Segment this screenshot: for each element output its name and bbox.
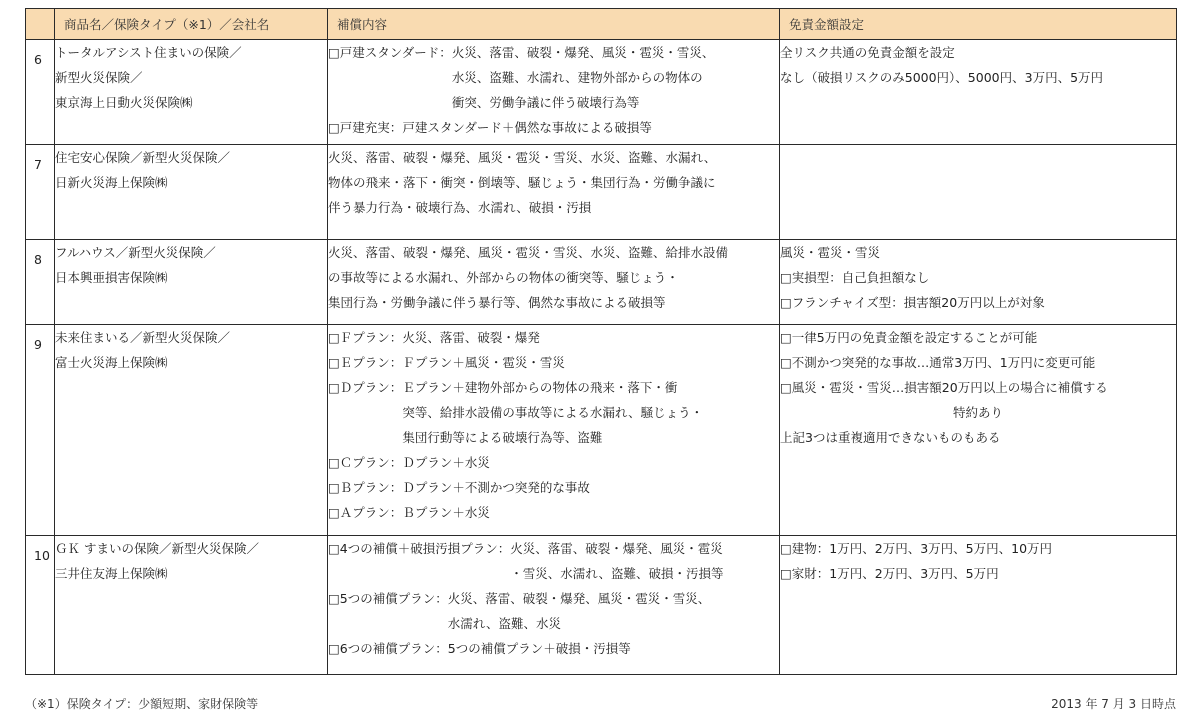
product-line: 住宅安心保険／新型火災保険／ [55, 150, 231, 165]
deductible-line: □実損型：自己負担額なし [780, 270, 930, 285]
row-number: 8 [26, 240, 55, 325]
deductible-line: 風災・雹災・雪災 [780, 245, 881, 260]
plan-label: □Ｄプラン： [328, 380, 403, 395]
coverage-line: 火災、落雷、破裂・爆発、風災・雹災・雪災、水災、盗難、水漏れ、 [328, 150, 717, 165]
plan-text: 火災、落雷、破裂・爆発、風災・雹災 [510, 541, 723, 556]
header-row [26, 9, 1177, 40]
row-number: 10 [26, 536, 55, 675]
plan-text: ・雪災、水濡れ、盗難、破損・汚損等 [510, 566, 724, 581]
coverage-cell [328, 536, 780, 675]
deductible-cell [780, 325, 1177, 536]
coverage-plan [328, 115, 779, 140]
table-row [26, 536, 1177, 675]
deductible-note: 上記3つは重複適用できないものもある [780, 430, 1001, 445]
deductible-cell [780, 536, 1177, 675]
deductible-line: □不測かつ突発的な事故…通常3万円、1万円に変更可能 [780, 355, 1096, 370]
plan-label: □Ｅプラン： [328, 355, 403, 370]
plan-label: □Ｂプラン： [328, 480, 403, 495]
deductible-line: □一律5万円の免責金額を設定することが可能 [780, 330, 1038, 345]
plan-text: Ｄプラン＋不測かつ突発的な事故 [402, 480, 590, 495]
coverage-plan [328, 536, 779, 586]
coverage-cell [328, 145, 780, 240]
coverage-plan [328, 475, 779, 500]
plan-text: 火災、落雷、破裂・爆発、風災・雹災・雪災、 [447, 591, 711, 606]
product-cell [55, 40, 328, 145]
coverage-plan [328, 586, 779, 636]
company-name: 東京海上日動火災保険㈱ [55, 95, 193, 110]
company-name: 日本興亜損害保険㈱ [55, 270, 168, 285]
coverage-cell [328, 240, 780, 325]
plan-text: Ｅプラン＋建物外部からの物体の飛来・落下・衝 [402, 380, 678, 395]
table-row [26, 240, 1177, 325]
table-row [26, 325, 1177, 536]
product-cell [55, 240, 328, 325]
coverage-plan [328, 375, 779, 450]
product-line: トータルアシスト住まいの保険／ [55, 45, 242, 60]
deductible-cell [780, 40, 1177, 145]
header-coverage: 補償内容 [328, 9, 780, 40]
deductible-cell [780, 240, 1177, 325]
plan-label: □4つの補償＋破損汚損プラン： [328, 541, 511, 556]
product-cell [55, 145, 328, 240]
plan-text: 突等、給排水設備の事故等による水漏れ、騒じょう・ [402, 405, 704, 420]
product-line: 未来住まいる／新型火災保険／ [55, 330, 231, 345]
coverage-plan [328, 350, 779, 375]
coverage-line: 物体の飛来・落下・衝突・倒壊等、騒じょう・集団行為・労働争議に [328, 175, 716, 190]
coverage-plan [328, 40, 779, 115]
table-row [26, 40, 1177, 145]
product-line: ＧＫ すまいの保険／新型火災保険／ [55, 541, 259, 556]
plan-text: Ｆプラン＋風災・雹災・雪災 [402, 355, 565, 370]
coverage-cell [328, 40, 780, 145]
deductible-line: □フランチャイズ型：損害額20万円以上が対象 [780, 295, 1045, 310]
coverage-plan [328, 325, 779, 350]
plan-label: □Ｆプラン： [328, 330, 403, 345]
deductible-line: なし（破損リスクのみ5000円）、5000円、3万円、5万円 [780, 70, 1104, 85]
deductible-line: 全リスク共通の免責金額を設定 [780, 45, 955, 60]
plan-text: 集団行動等による破壊行為等、盗難 [402, 430, 603, 445]
plan-label: □6つの補償プラン： [328, 641, 448, 656]
coverage-plan [328, 500, 779, 525]
table-row [26, 145, 1177, 240]
insurance-comparison-table [25, 8, 1177, 675]
plan-label: □Ａプラン： [328, 505, 403, 520]
row-number: 9 [26, 325, 55, 536]
plan-text: 戸建スタンダード＋偶然な事故による破損等 [402, 120, 652, 135]
company-name: 富士火災海上保険㈱ [55, 355, 168, 370]
plan-text: 5つの補償プラン＋破損・汚損等 [447, 641, 631, 656]
header-number [26, 9, 55, 40]
row-number: 7 [26, 145, 55, 240]
coverage-line: 火災、落雷、破裂・爆発、風災・雹災・雪災、水災、盗難、給排水設備 [328, 245, 729, 260]
header-deductible: 免責金額設定 [780, 9, 1177, 40]
deductible-cell [780, 145, 1177, 240]
product-cell [55, 536, 328, 675]
product-line: フルハウス／新型火災保険／ [55, 245, 216, 260]
deductible-line: □家財：1万円、2万円、3万円、5万円 [780, 566, 999, 581]
coverage-line: 集団行為・労働争議に伴う暴行等、偶然な事故による破損等 [328, 295, 666, 310]
plan-text: Ｄプラン＋水災 [402, 455, 490, 470]
plan-text: 衝突、労働争議に伴う破壊行為等 [451, 95, 640, 110]
plan-label: □Ｃプラン： [328, 455, 403, 470]
coverage-line: の事故等による水漏れ、外部からの物体の衝突等、騒じょう・ [328, 270, 679, 285]
product-cell [55, 325, 328, 536]
plan-label: □戸建スタンダード： [328, 45, 452, 60]
deductible-line: □建物：1万円、2万円、3万円、5万円、10万円 [780, 541, 1053, 556]
company-name: 日新火災海上保険㈱ [55, 175, 168, 190]
coverage-cell [328, 325, 780, 536]
footnote: （※1）保険タイプ：少額短期、家財保険等 [25, 697, 259, 711]
plan-text: 火災、落雷、破裂・爆発、風災・雹災・雪災、 [451, 45, 715, 60]
company-name: 三井住友海上保険㈱ [55, 566, 168, 581]
product-line: 新型火災保険／ [55, 70, 143, 85]
row-number: 6 [26, 40, 55, 145]
plan-text: 水災、盗難、水濡れ、建物外部からの物体の [451, 70, 703, 85]
deductible-line: □風災・雹災・雪災…損害額20万円以上の場合に補償する [780, 380, 1108, 395]
deductible-line: 特約あり [952, 405, 1003, 420]
coverage-line: 伴う暴力行為・破壊行為、水濡れ、破損・汚損 [328, 200, 592, 215]
plan-label: □5つの補償プラン： [328, 591, 448, 606]
header-product: 商品名／保険タイプ（※1）／会社名 [55, 9, 328, 40]
plan-text: 水濡れ、盗難、水災 [447, 616, 562, 631]
coverage-plan [328, 450, 779, 475]
plan-text: 火災、落雷、破裂・爆発 [402, 330, 540, 345]
as-of-date: 2013 年 7 月 3 日時点 [1051, 697, 1176, 711]
plan-text: Ｂプラン＋水災 [402, 505, 490, 520]
plan-label: □戸建充実： [328, 120, 403, 135]
coverage-plan [328, 636, 779, 661]
